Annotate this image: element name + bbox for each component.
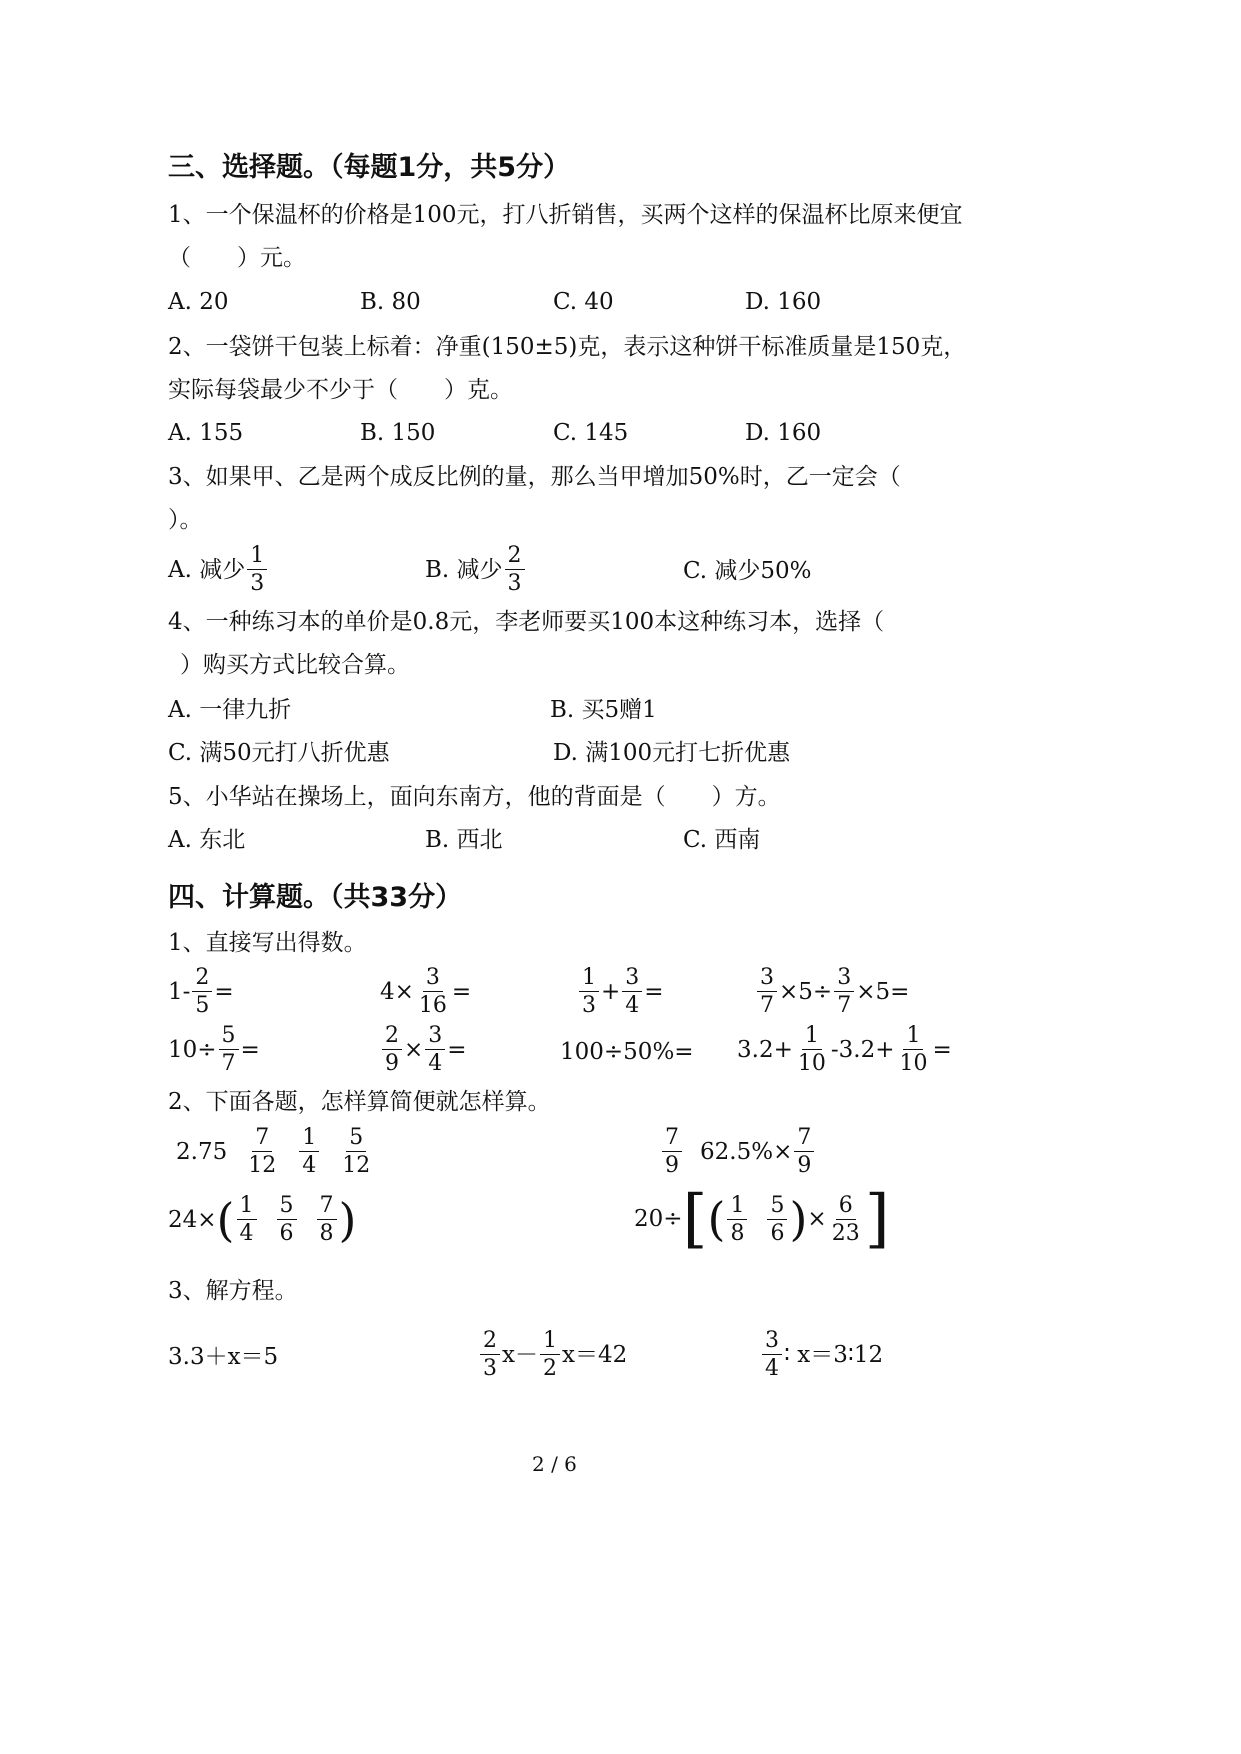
q3-option-c: C. 减少50% (683, 558, 812, 584)
fraction: $\frac{1}{3}$ (247, 543, 267, 596)
calc-expression-7: 100÷50%= (560, 1039, 694, 1065)
q4-option-b: B. 买5赠1 (550, 697, 657, 723)
left-bracket: [ (682, 1182, 708, 1256)
q5-option-c: C. 西南 (683, 827, 761, 853)
fraction: $\frac{7}{12}$ (248, 1125, 277, 1178)
calc-expression-8: 3.2+ $\frac{1}{10}$ -3.2+ $\frac{1}{10}$ = (737, 1023, 952, 1076)
equation-3: $\frac{3}{4}$ ∶ x＝3∶12 (760, 1328, 883, 1381)
fraction: $\frac{7}{9}$ (794, 1125, 814, 1178)
q2-line2: 实际每袋最少不少于（ ）克。 (168, 377, 513, 403)
page-number: 2 / 6 (532, 1452, 577, 1476)
fraction: $\frac{3}{4}$ (762, 1328, 782, 1381)
fraction: $\frac{2}{9}$ (382, 1023, 402, 1076)
fraction: $\frac{1}{8}$ (727, 1193, 747, 1246)
p2-label: 2、下面各题，怎样算简便就怎样算。 (168, 1089, 551, 1115)
q3-option-a (168, 543, 269, 596)
fraction: $\frac{1}{4}$ (299, 1125, 319, 1178)
q3-option-a-text: A. 减少 (168, 556, 246, 583)
equation-2: $\frac{2}{3}$ x－ $\frac{1}{2}$ x＝42 (478, 1328, 627, 1381)
q2-option-b: B. 150 (360, 420, 436, 446)
calc-expression-4: $\frac{3}{7}$ ×5÷ $\frac{3}{7}$ ×5= (755, 965, 909, 1018)
q4-option-c: C. 满50元打八折优惠 (168, 740, 390, 766)
calc-expression-1: 1- $\frac{2}{5}$ = (168, 965, 234, 1018)
q5-option-b: B. 西北 (425, 827, 503, 853)
fraction: $\frac{6}{23}$ (831, 1192, 860, 1246)
right-paren: ) (338, 1192, 357, 1247)
simplify-expression-3: 24× ( $\frac{1}{4}$ $\frac{5}{6}$ $\frac{7}{8}$ ) (168, 1192, 357, 1247)
calc-expression-6: $\frac{2}{9}$ × $\frac{3}{4}$ = (380, 1023, 467, 1076)
calc-expression-3: $\frac{1}{3}$ + $\frac{3}{4}$ = (577, 965, 664, 1018)
simplify-expression-4: 20÷ [ ( $\frac{1}{8}$ $\frac{5}{6}$ ) × $\frac{6}{23}$ ] (634, 1182, 890, 1256)
q1-option-a: A. 20 (168, 289, 229, 315)
fraction: $\frac{3}{7}$ (834, 965, 854, 1018)
q2-option-a: A. 155 (168, 420, 244, 446)
q2-option-c: C. 145 (553, 420, 629, 446)
calc-expression-2: 4× $\frac{3}{16}$ = (380, 965, 472, 1018)
q5-option-a: A. 东北 (168, 827, 246, 853)
fraction: $\frac{3}{7}$ (757, 965, 777, 1018)
fraction: $\frac{3}{16}$ (418, 965, 447, 1018)
fraction: $\frac{5}{6}$ (767, 1193, 787, 1246)
q2-option-d: D. 160 (745, 420, 822, 446)
equation-1: 3.3＋x＝5 (168, 1344, 279, 1370)
q1-option-b: B. 80 (360, 289, 421, 315)
section4-title: 四、计算题。（共33分） (168, 882, 463, 913)
q4-line2: ）购买方式比较合算。 (180, 652, 410, 678)
q1-option-d: D. 160 (745, 289, 822, 315)
q3-line2: ）。 (168, 507, 203, 533)
right-paren: ) (789, 1192, 808, 1246)
fraction: $\frac{3}{4}$ (425, 1023, 445, 1076)
q3-option-b (425, 543, 527, 596)
fraction: $\frac{2}{3}$ (505, 543, 525, 596)
right-bracket: ] (864, 1182, 890, 1256)
fraction: $\frac{7}{9}$ (662, 1125, 682, 1178)
fraction: $\frac{2}{5}$ (192, 965, 212, 1018)
q1-line2: （ ）元。 (168, 245, 306, 271)
fraction: $\frac{3}{4}$ (622, 965, 642, 1018)
simplify-expression-2: $\frac{7}{9}$ 62.5%× $\frac{7}{9}$ (660, 1125, 816, 1178)
section3-title: 三、选择题。（每题1分，共5分） (168, 152, 571, 183)
simplify-expression-1: 2.75 $\frac{7}{12}$ $\frac{1}{4}$ $\frac{5}{12}$ (176, 1125, 375, 1178)
fraction: $\frac{7}{8}$ (317, 1193, 337, 1246)
fraction: $\frac{5}{12}$ (342, 1125, 371, 1178)
left-paren: ( (707, 1192, 726, 1246)
fraction: $\frac{1}{10}$ (899, 1023, 928, 1076)
fraction: $\frac{2}{3}$ (480, 1328, 500, 1381)
q4-line1: 4、一种练习本的单价是0.8元，李老师要买100本这种练习本，选择（ (168, 609, 885, 635)
fraction: $\frac{1}{3}$ (579, 965, 599, 1018)
p1-label: 1、直接写出得数。 (168, 930, 367, 956)
q2-line1: 2、一袋饼干包装上标着：净重(150±5)克，表示这种饼干标准质量是150克， (168, 334, 967, 360)
q1-line1: 1、一个保温杯的价格是100元，打八折销售，买两个这样的保温杯比原来便宜 (168, 202, 963, 228)
fraction: $\frac{1}{2}$ (540, 1328, 560, 1381)
fraction: $\frac{1}{4}$ (237, 1193, 257, 1246)
q3-line1: 3、如果甲、乙是两个成反比例的量，那么当甲增加50%时，乙一定会（ (168, 464, 901, 490)
fraction: $\frac{1}{10}$ (797, 1023, 826, 1076)
q5-line1: 5、小华站在操场上，面向东南方，他的背面是（ ）方。 (168, 784, 781, 810)
p3-label: 3、解方程。 (168, 1278, 298, 1304)
fraction: $\frac{5}{7}$ (219, 1023, 239, 1076)
calc-expression-5: 10÷ $\frac{5}{7}$ = (168, 1023, 260, 1076)
fraction: $\frac{5}{6}$ (277, 1193, 297, 1246)
q4-option-a: A. 一律九折 (168, 697, 292, 723)
q4-option-d: D. 满100元打七折优惠 (553, 740, 791, 766)
q1-option-c: C. 40 (553, 289, 614, 315)
q3-option-b-text: B. 减少 (425, 556, 503, 583)
left-paren: ( (216, 1192, 235, 1247)
